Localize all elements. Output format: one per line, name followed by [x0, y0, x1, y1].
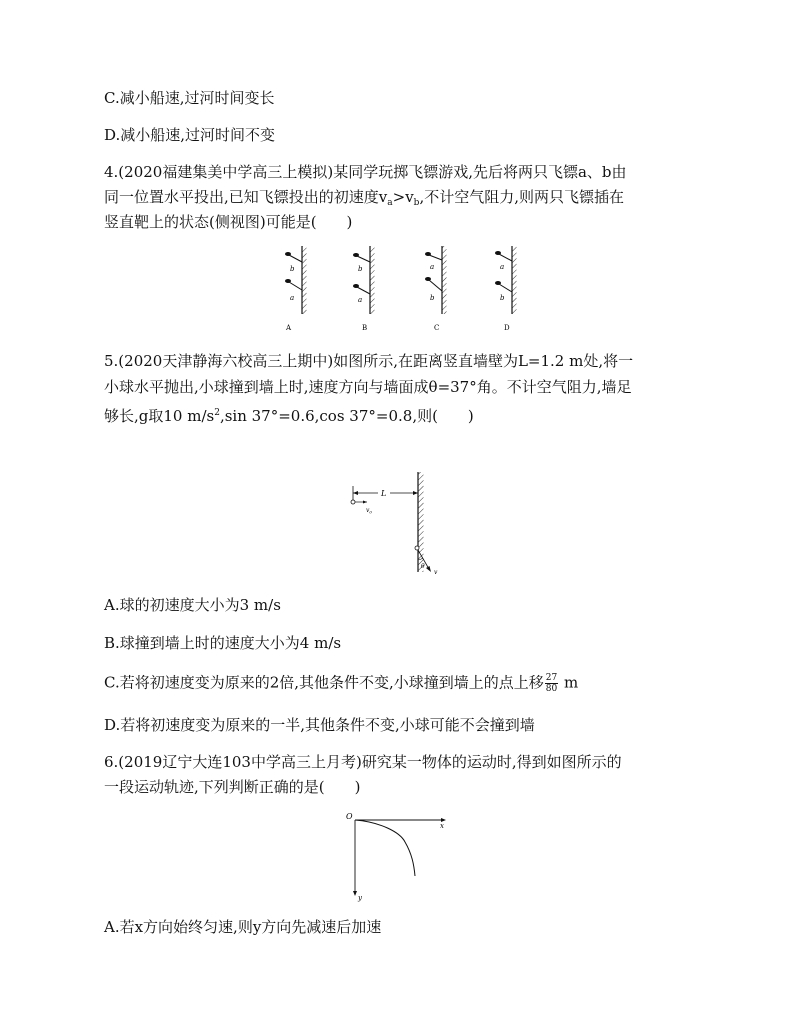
q5-line-2: 小球水平抛出,小球撞到墙上时,速度方向与墙面成θ=37°角。不计空气阻力,墙足 — [104, 378, 632, 396]
svg-text:b: b — [290, 265, 295, 273]
svg-text:C: C — [434, 324, 440, 332]
wall-figure — [345, 468, 455, 578]
svg-text:A: A — [286, 324, 292, 332]
option-c-prev: C.减小船速,过河时间变长 — [104, 89, 275, 107]
q4-line-3: 竖直靶上的状态(侧视图)可能是( ) — [104, 213, 353, 231]
q6-line-2: 一段运动轨迹,下列判断正确的是( ) — [104, 778, 361, 796]
q4-line-1: 4.(2020福建集美中学高三上模拟)某同学玩掷飞镖游戏,先后将两只飞镖a、b由 — [104, 163, 627, 181]
x-axis-label: x — [440, 822, 444, 830]
darts-figure — [278, 242, 518, 334]
theta-label: θ — [421, 563, 425, 570]
svg-text:a: a — [500, 263, 505, 271]
origin-label: O — [346, 812, 353, 821]
svg-text:D: D — [504, 324, 510, 332]
fraction: $\frac{27}{80}$ — [545, 673, 558, 694]
q6-option-a: A.若x方向始终匀速,则y方向先减速后加速 — [104, 918, 382, 936]
dart-option-b — [353, 246, 375, 332]
svg-text:b: b — [500, 294, 505, 302]
svg-text:b: b — [430, 294, 435, 302]
q5-line-3: 够长,g取10 $m/s^2,\sin$ 37°=0.6,cos 37°=0.8,则( ) — [104, 407, 474, 425]
q5-option-d: D.若将初速度变为原来的一半,其他条件不变,小球可能不会撞到墙 — [104, 716, 535, 734]
y-axis-label: y — [358, 894, 362, 902]
velocity-label: v — [434, 569, 438, 576]
svg-text:b: b — [358, 265, 363, 273]
trajectory-curve — [355, 820, 415, 876]
q5-option-a: A.球的初速度大小为3 m/s — [104, 596, 281, 614]
option-d-prev: D.减小船速,过河时间不变 — [104, 126, 276, 144]
dart-option-c — [425, 246, 447, 332]
svg-text:a: a — [290, 294, 295, 302]
q5-line-1: 5.(2020天津静海六校高三上期中)如图所示,在距离竖直墙壁为L=1.2 m处,将一 — [104, 352, 634, 370]
q5-option-c: C.若将初速度变为原来的2倍,其他条件不变,小球撞到墙上的点上移 $\frac{27}{80}$ m — [104, 673, 579, 694]
svg-text:a: a — [430, 263, 435, 271]
dart-option-d — [495, 246, 517, 332]
q5-option-b: B.球撞到墙上时的速度大小为4 m/s — [104, 634, 342, 652]
svg-text:a: a — [358, 296, 363, 304]
trajectory-figure — [340, 810, 450, 902]
dart-option-a — [285, 246, 307, 332]
q6-line-1: 6.(2019辽宁大连103中学高三上月考)研究某一物体的运动时,得到如图所示的 — [104, 753, 622, 771]
q4-line-2: 同一位置水平投出,已知飞镖投出的初速度$v_a>v_b$,不计空气阻力,则两只飞镖插在 — [104, 188, 624, 208]
initial-velocity-label: $v_0$ — [366, 507, 372, 515]
distance-label: L — [381, 489, 387, 498]
svg-text:B: B — [362, 324, 368, 332]
